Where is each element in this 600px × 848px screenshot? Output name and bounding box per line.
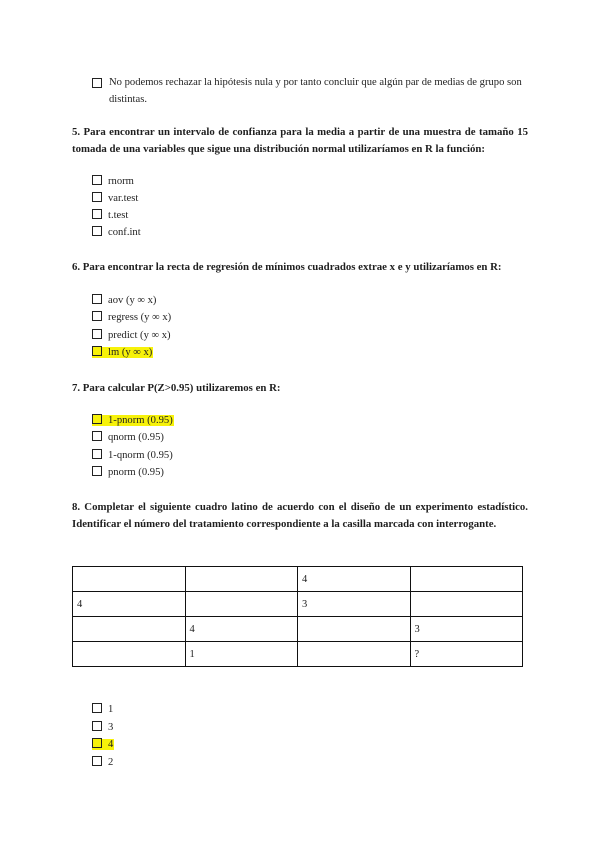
checkbox[interactable] bbox=[92, 192, 102, 202]
q7-option-1[interactable] bbox=[92, 414, 174, 428]
table-cell: 3 bbox=[410, 617, 523, 642]
checkbox[interactable] bbox=[92, 466, 102, 476]
answer-highlight bbox=[92, 347, 153, 358]
table-cell bbox=[73, 567, 186, 592]
option-label: 2 bbox=[108, 757, 114, 768]
q5-option-4[interactable] bbox=[92, 226, 141, 240]
checkbox[interactable] bbox=[92, 294, 102, 304]
q5-option-2[interactable] bbox=[92, 192, 138, 206]
q7-option-3[interactable] bbox=[92, 449, 173, 463]
question-8-title: 8. Completar el siguiente cuadro latino de acuerdo con el diseño de un experimento estadístico. Identificar el número del tratamiento correspondiente a la casilla marcada con interrogante. bbox=[72, 501, 528, 530]
question-5-title: 5. Para encontrar un intervalo de confianza para la media a partir de una muestra de tamaño 15 tomada de una variables que sigue una distribución normal utilizaríamos en R la función: bbox=[72, 126, 528, 155]
q8-option-3[interactable] bbox=[92, 738, 114, 752]
q5-option-1[interactable] bbox=[92, 175, 134, 189]
checkbox[interactable] bbox=[92, 346, 102, 356]
option-label: 1 bbox=[108, 704, 114, 715]
q7-option-4[interactable] bbox=[92, 466, 164, 480]
prev-option-label: No podemos rechazar la hipótesis nula y por tanto concluir que algún par de medias de grupo son distintas. bbox=[109, 77, 522, 105]
option-label: rnorm bbox=[108, 176, 134, 187]
table-cell bbox=[185, 592, 298, 617]
table-cell bbox=[73, 617, 186, 642]
table-cell: 1 bbox=[185, 642, 298, 667]
checkbox[interactable] bbox=[92, 226, 102, 236]
table-cell bbox=[73, 642, 186, 667]
answer-highlight bbox=[92, 739, 114, 750]
checkbox[interactable] bbox=[92, 329, 102, 339]
option-label: 1-qnorm (0.95) bbox=[108, 450, 173, 461]
q5-option-3[interactable] bbox=[92, 209, 128, 223]
table-cell: 4 bbox=[73, 592, 186, 617]
checkbox[interactable] bbox=[92, 703, 102, 713]
option-label: aov (y ∞ x) bbox=[108, 295, 157, 306]
option-label: regress (y ∞ x) bbox=[108, 312, 172, 323]
checkbox[interactable] bbox=[92, 209, 102, 219]
table-row bbox=[73, 617, 523, 642]
option-label: t.test bbox=[108, 210, 129, 221]
option-label: var.test bbox=[108, 193, 139, 204]
q7-option-2[interactable] bbox=[92, 431, 164, 445]
table-row bbox=[73, 592, 523, 617]
checkbox[interactable] bbox=[92, 431, 102, 441]
question-6-title: 6. Para encontrar la recta de regresión de mínimos cuadrados extrae x e y utilizaríamos en R: bbox=[72, 261, 502, 273]
table-cell bbox=[298, 617, 411, 642]
checkbox[interactable] bbox=[92, 738, 102, 748]
q6-option-1[interactable] bbox=[92, 294, 156, 308]
checkbox[interactable] bbox=[92, 449, 102, 459]
option-label: qnorm (0.95) bbox=[108, 432, 164, 443]
checkbox[interactable] bbox=[92, 311, 102, 321]
answer-highlight bbox=[92, 415, 174, 426]
checkbox[interactable] bbox=[92, 756, 102, 766]
option-label: conf.int bbox=[108, 227, 141, 238]
table-row bbox=[73, 642, 523, 667]
option-label: 1-pnorm (0.95) bbox=[108, 415, 173, 426]
q8-option-1[interactable] bbox=[92, 703, 113, 717]
table-cell: 3 bbox=[298, 592, 411, 617]
checkbox[interactable] bbox=[92, 78, 102, 88]
option-label: 3 bbox=[108, 722, 114, 733]
question-7-title: 7. Para calcular P(Z>0.95) utilizaremos en R: bbox=[72, 382, 281, 394]
table-cell bbox=[410, 567, 523, 592]
option-label: predict (y ∞ x) bbox=[108, 330, 171, 341]
checkbox[interactable] bbox=[92, 175, 102, 185]
checkbox[interactable] bbox=[92, 414, 102, 424]
table-cell bbox=[410, 592, 523, 617]
table-cell-question: ? bbox=[410, 642, 523, 667]
option-label: 4 bbox=[108, 739, 114, 750]
table-cell bbox=[298, 642, 411, 667]
q8-option-2[interactable] bbox=[92, 721, 113, 735]
latin-square-table bbox=[72, 566, 523, 667]
q6-option-3[interactable] bbox=[92, 329, 171, 343]
table-cell: 4 bbox=[298, 567, 411, 592]
checkbox[interactable] bbox=[92, 721, 102, 731]
q6-option-4[interactable] bbox=[92, 346, 153, 360]
q6-option-2[interactable] bbox=[92, 311, 171, 325]
option-label: lm (y ∞ x) bbox=[108, 347, 153, 358]
table-row bbox=[73, 567, 523, 592]
table-cell: 4 bbox=[185, 617, 298, 642]
option-label: pnorm (0.95) bbox=[108, 467, 164, 478]
q8-option-4[interactable] bbox=[92, 756, 113, 770]
table-cell bbox=[185, 567, 298, 592]
